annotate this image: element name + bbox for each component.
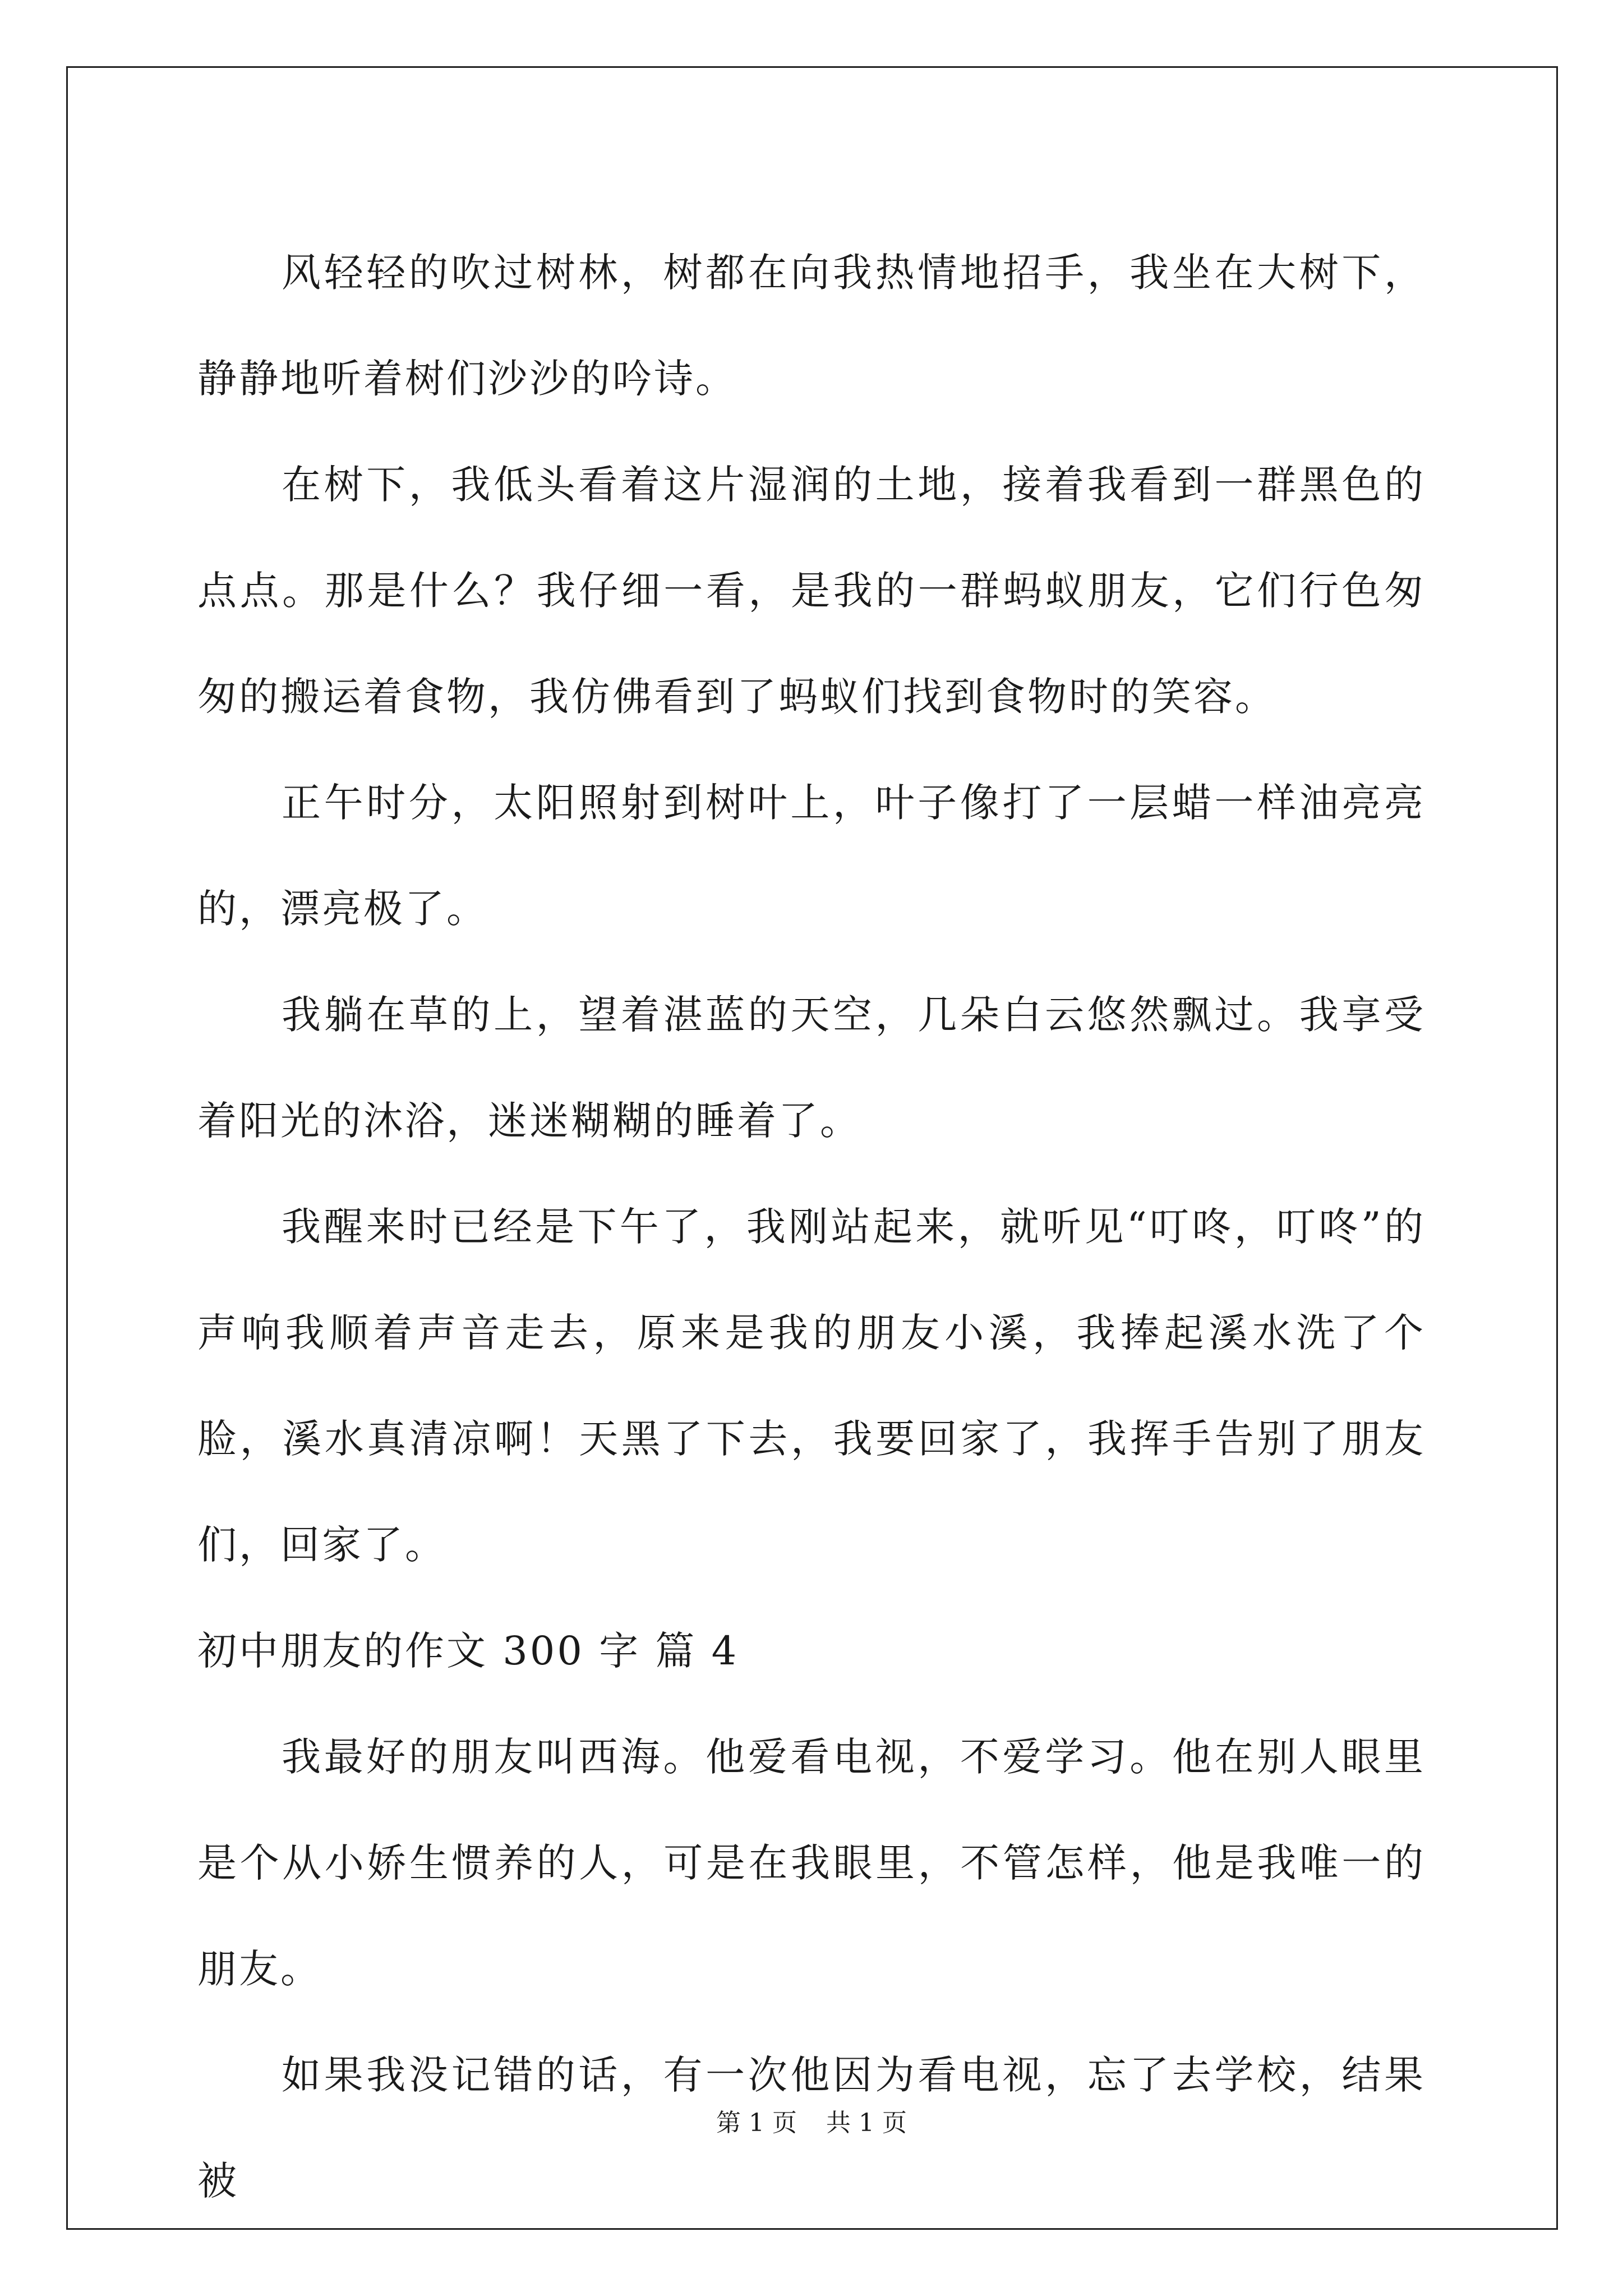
paragraph-7: 如果我没记错的话，有一次他因为看电视，忘了去学校，结果被 (197, 2052, 1426, 2204)
paragraph-4: 我躺在草的上，望着湛蓝的天空，几朵白云悠然飘过。我享受着阳光的沐浴，迷迷糊糊的睡着了。 (197, 992, 1426, 1144)
paragraph-1: 风轻轻的吹过树林，树都在向我热情地招手，我坐在大树下，静静地听着树们沙沙的吟诗。 (197, 250, 1426, 402)
paragraph-5: 我醒来时已经是下午了，我刚站起来，就听见“叮咚，叮咚”的声响我顺着声音走去，原来是我的朋友小溪，我捧起溪水洗了个脸，溪水真清凉啊！天黑了下去，我要回家了，我挥手告别了朋友们，回家了。 (197, 1204, 1426, 1568)
page-footer (0, 2106, 1623, 2140)
section-heading: 初中朋友的作文 300 字 篇 4 (197, 1628, 739, 1674)
paragraph-2: 在树下，我低头看着这片湿润的土地，接着我看到一群黑色的点点。那是什么？我仔细一看，是我的一群蚂蚁朋友，它们行色匆匆的搬运着食物，我仿佛看到了蚂蚁们找到食物时的笑容。 (197, 462, 1426, 720)
page-number: 第 1 页 (716, 2109, 797, 2137)
page-total: 共 1 页 (826, 2109, 907, 2137)
paragraph-3: 正午时分，太阳照射到树叶上，叶子像打了一层蜡一样油亮亮的，漂亮极了。 (197, 780, 1426, 932)
paragraph-6: 我最好的朋友叫西海。他爱看电视，不爱学习。他在别人眼里是个从小娇生惯养的人，可是在我眼里，不管怎样，他是我唯一的朋友。 (197, 1734, 1426, 1992)
document-body (197, 220, 1426, 2234)
